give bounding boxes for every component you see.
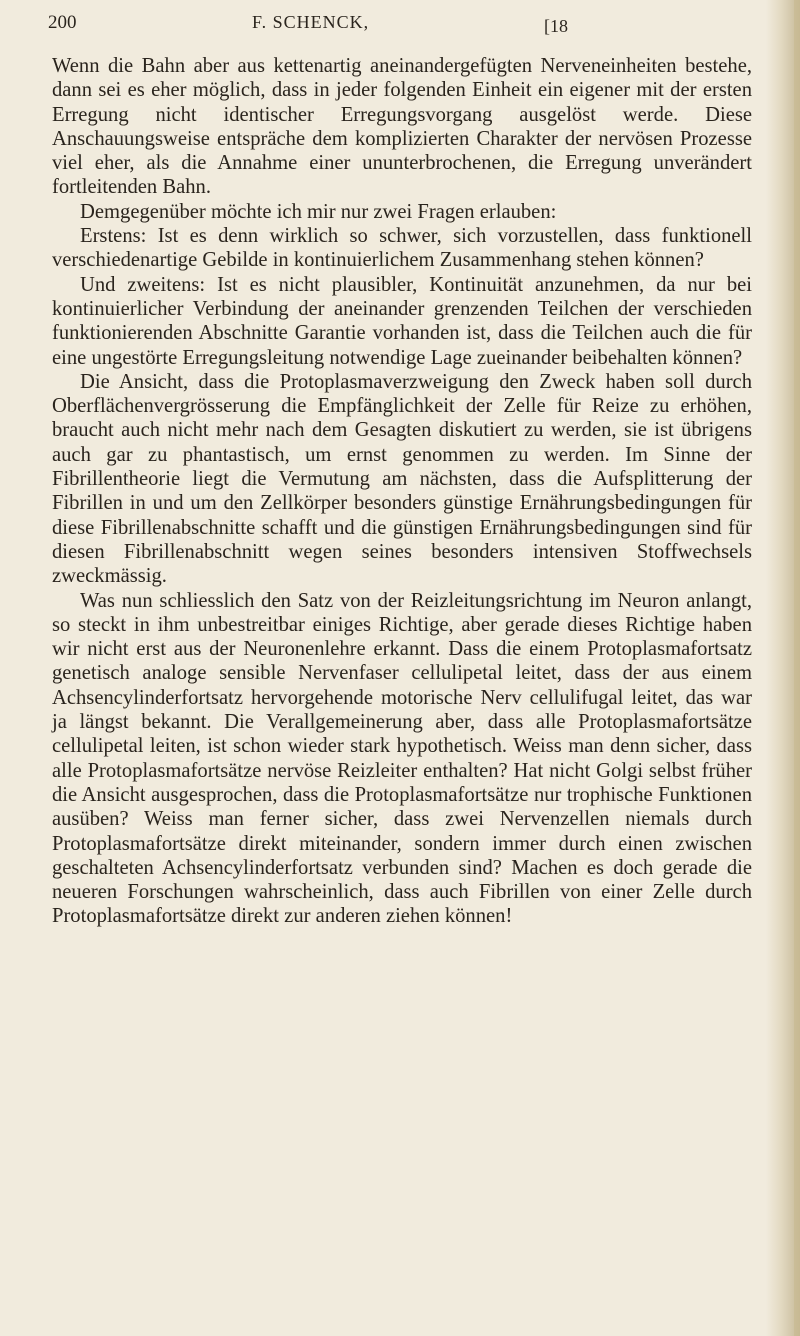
paragraph-second-question: Und zweitens: Ist es nicht plausibler, Kontinuität anzunehmen, da nur bei kontinuierlicher Verbindung der aneinander grenzenden Teilchen der verschieden funktionierenden Abschnitte Garantie vorhanden ist, dass die Teilchen auch die für eine ungestörte Erregungsleitung notwendige Lage zueinander beibehalten können?: [52, 273, 752, 369]
paragraph-protoplasm-branching: Die Ansicht, dass die Protoplasmaverzweigung den Zweck haben soll durch Oberflächenvergrösserung die Empfänglichkeit der Zelle für Reize zu erhöhen, braucht auch nicht mehr nach dem Gesagten diskutiert zu werden, sie ist übrigens auch gar zu phantastisch, um ernst genommen zu werden. Im Sinne der Fibrillentheorie liegt die Vermutung am nächsten, dass die Aufsplitterung der Fibrillen in und um den Zellkörper besonders günstige Ernährungsbedingungen für diese Fibrillenabschnitte schafft und die günstigen Ernährungsbedingungen sind für diesen Fibrillenabschnitt wegen seines besonders intensiven Stoffwechsels zweckmässig.: [52, 370, 752, 588]
running-head: [0, 8, 800, 42]
page-number: 200: [48, 12, 77, 33]
page-edge: [794, 0, 800, 1336]
running-head-section-mark: [18: [544, 16, 568, 36]
paragraph-conduction-direction: Was nun schliesslich den Satz von der Reizleitungsrichtung im Neuron anlangt, so steckt in ihm unbestreitbar einiges Richtige, aber gerade dieses Richtige haben wir nicht erst aus der Neuronenlehre erkannt. Dass die einem Protoplasmafortsatz genetisch analoge sensible Nervenfaser cellulipetal leitet, dass der aus einem Achsencylinderfortsatz hervorgehende motorische Nerv cellulifugal leitet, das war ja längst bekannt. Die Verallgemeinerung aber, dass alle Protoplasmafortsätze cellulipetal leiten, ist schon wieder stark hypothetisch. Weiss man denn sicher, dass alle Protoplasmafortsätze nervöse Reizleiter enthalten? Hat nicht Golgi selbst früher die Ansicht ausgesprochen, dass die Protoplasmafortsätze nur trophische Funktionen ausüben? Weiss man ferner sicher, dass zwei Nervenzellen niemals durch Protoplasmafortsätze direkt miteinander, sondern immer durch einen zwischen geschalteten Achsencylinderfortsatz verbunden sind? Machen es doch gerade die neueren Forschungen wahrscheinlich, dass auch Fibrillen von einer Zelle durch Protoplasmafortsätze direkt zur anderen ziehen können!: [52, 589, 752, 928]
running-head-author: F. SCHENCK,: [252, 12, 370, 32]
paragraph-intro-questions: Demgegenüber möchte ich mir nur zwei Fragen erlauben:: [80, 200, 557, 223]
paragraph-continuation: Wenn die Bahn aber aus kettenartig aneinandergefügten Nerveneinheiten bestehe, dann sei es eher möglich, dass in jeder folgenden Einheit ein eigener mit der ersten Erregung nicht identischer Erregungsvorgang ausgelöst werde. Diese Anschauungsweise entspräche dem komplizierten Charakter der nervösen Prozesse viel eher, als die Annahme einer ununterbrochenen, die Erregung unverändert fortleitenden Bahn.: [52, 55, 752, 199]
paragraph-first-question: Erstens: Ist es denn wirklich so schwer, sich vorzustellen, dass funktionell verschiedenartige Gebilde in kontinuierlichem Zusammenhang stehen können?: [52, 225, 752, 272]
body-text: [52, 54, 752, 929]
